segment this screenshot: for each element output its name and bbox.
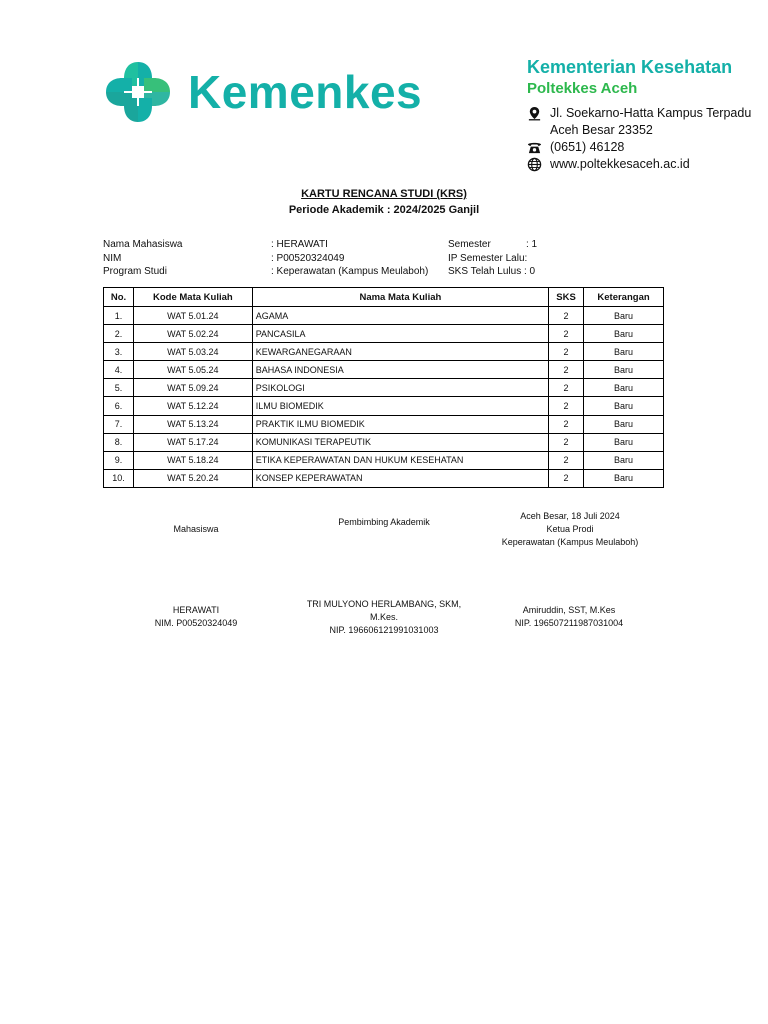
table-row	[104, 469, 664, 487]
head-nip: NIP. 196507211987031004	[514, 618, 624, 628]
row-course-name: KEWARGANEGARAAN	[252, 343, 548, 361]
logo-text: Kemenkes	[188, 66, 423, 118]
row-course-name: AGAMA	[252, 307, 548, 325]
row-course-code: WAT 5.02.24	[133, 325, 252, 343]
row-course-name: BAHASA INDONESIA	[252, 361, 548, 379]
row-remarks: Baru	[584, 451, 664, 469]
advisor-nip: NIP. 196606121991031003	[329, 625, 439, 635]
head-role: Ketua Prodi	[546, 524, 594, 534]
student-signature-name	[126, 604, 266, 630]
row-remarks: Baru	[584, 433, 664, 451]
row-sks: 2	[549, 451, 584, 469]
row-sks: 2	[549, 469, 584, 487]
advisor-name-line-1: TRI MULYONO HERLAMBANG, SKM,	[306, 599, 462, 609]
row-remarks: Baru	[584, 415, 664, 433]
advisor-role: Pembimbing Akademik	[338, 517, 430, 527]
student-info-labels	[103, 238, 182, 279]
row-remarks: Baru	[584, 325, 664, 343]
address-line-2: Aceh Besar 23352	[550, 123, 653, 137]
row-sks: 2	[549, 325, 584, 343]
row-course-name: KONSEP KEPERAWATAN	[252, 469, 548, 487]
row-course-name: ETIKA KEPERAWATAN DAN HUKUM KESEHATAN	[252, 451, 548, 469]
phone-number: (0651) 46128	[550, 140, 625, 154]
kemenkes-logo-icon	[102, 56, 174, 128]
row-remarks: Baru	[584, 307, 664, 325]
student-name-label: Nama Mahasiswa	[103, 239, 183, 250]
address-line-1: Jl. Soekarno-Hatta Kampus Terpadu	[550, 106, 752, 120]
phone-row	[527, 139, 757, 156]
place-date: Aceh Besar, 18 Juli 2024	[520, 511, 620, 521]
row-course-code: WAT 5.01.24	[133, 307, 252, 325]
row-no: 8.	[104, 433, 134, 451]
row-sks: 2	[549, 343, 584, 361]
head-signature-role	[480, 510, 660, 549]
document-period: Periode Akademik : 2024/2025 Ganjil	[288, 204, 480, 216]
table-row	[104, 361, 664, 379]
row-course-code: WAT 5.05.24	[133, 361, 252, 379]
row-sks: 2	[549, 379, 584, 397]
row-course-code: WAT 5.13.24	[133, 415, 252, 433]
location-pin-icon	[527, 106, 542, 121]
institution-title: Kementerian Kesehatan	[527, 57, 733, 77]
row-sks: 2	[549, 307, 584, 325]
header-course-name: Nama Mata Kuliah	[252, 288, 548, 307]
row-course-code: WAT 5.03.24	[133, 343, 252, 361]
row-remarks: Baru	[584, 379, 664, 397]
student-info-right	[448, 238, 537, 279]
row-course-name: PANCASILA	[252, 325, 548, 343]
row-sks: 2	[549, 415, 584, 433]
row-no: 1.	[104, 307, 134, 325]
semester-row	[448, 238, 537, 252]
header-course-code: Kode Mata Kuliah	[133, 288, 252, 307]
document-title: KARTU RENCANA STUDI (KRS)	[301, 188, 467, 200]
table-header-row	[104, 288, 664, 307]
phone-icon	[527, 140, 542, 155]
contact-list	[527, 105, 757, 173]
row-no: 4.	[104, 361, 134, 379]
website-row	[527, 156, 757, 173]
row-no: 9.	[104, 451, 134, 469]
row-remarks: Baru	[584, 469, 664, 487]
row-course-code: WAT 5.12.24	[133, 397, 252, 415]
address-row	[527, 105, 757, 139]
institution-block	[527, 56, 757, 173]
table-row	[104, 397, 664, 415]
table-row	[104, 325, 664, 343]
row-course-name: ILMU BIOMEDIK	[252, 397, 548, 415]
student-nim: NIM. P00520324049	[154, 618, 238, 628]
row-course-code: WAT 5.18.24	[133, 451, 252, 469]
institution-subtitle: Poltekkes Aceh	[527, 80, 638, 97]
sks-passed: SKS Telah Lulus : 0	[448, 266, 536, 277]
advisor-name-line-2: M.Kes.	[369, 612, 398, 622]
student-program-value: : Keperawatan (Kampus Meulaboh)	[271, 266, 429, 277]
row-no: 7.	[104, 415, 134, 433]
student-role: Mahasiswa	[173, 524, 219, 534]
row-sks: 2	[549, 361, 584, 379]
row-no: 5.	[104, 379, 134, 397]
row-course-name: PSIKOLOGI	[252, 379, 548, 397]
table-row	[104, 451, 664, 469]
student-info-values	[271, 238, 428, 279]
ip-semester-label: IP Semester Lalu:	[448, 252, 528, 264]
table-row	[104, 343, 664, 361]
student-name-value: : HERAWATI	[271, 239, 328, 250]
header-remarks: Keterangan	[584, 288, 664, 307]
student-nim-value: : P00520324049	[271, 252, 345, 264]
row-no: 6.	[104, 397, 134, 415]
row-course-name: KOMUNIKASI TERAPEUTIK	[252, 433, 548, 451]
row-course-code: WAT 5.17.24	[133, 433, 252, 451]
course-table	[103, 287, 664, 488]
row-sks: 2	[549, 433, 584, 451]
row-sks: 2	[549, 397, 584, 415]
header-no: No.	[104, 288, 134, 307]
row-course-code: WAT 5.09.24	[133, 379, 252, 397]
row-remarks: Baru	[584, 361, 664, 379]
head-name: Amiruddin, SST, M.Kes	[522, 605, 616, 615]
advisor-signature-name	[289, 598, 479, 637]
semester-label: Semester	[448, 239, 491, 250]
table-row	[104, 433, 664, 451]
row-no: 10.	[104, 469, 134, 487]
website-url[interactable]: www.poltekkesaceh.ac.id	[550, 157, 690, 171]
student-name: HERAWATI	[172, 605, 220, 615]
header-sks: SKS	[549, 288, 584, 307]
table-row	[104, 379, 664, 397]
table-row	[104, 307, 664, 325]
table-row	[104, 415, 664, 433]
head-program: Keperawatan (Kampus Meulaboh)	[501, 537, 639, 547]
row-no: 2.	[104, 325, 134, 343]
row-course-code: WAT 5.20.24	[133, 469, 252, 487]
row-remarks: Baru	[584, 343, 664, 361]
head-signature-name	[489, 604, 649, 630]
student-program-label: Program Studi	[103, 266, 167, 277]
row-course-name: PRAKTIK ILMU BIOMEDIK	[252, 415, 548, 433]
advisor-signature-role	[304, 516, 464, 529]
kemenkes-logo	[102, 56, 432, 132]
student-nim-label: NIM	[103, 252, 122, 264]
row-no: 3.	[104, 343, 134, 361]
student-signature-role	[146, 523, 246, 536]
globe-icon	[527, 157, 542, 172]
semester-value: : 1	[526, 239, 538, 250]
row-remarks: Baru	[584, 397, 664, 415]
